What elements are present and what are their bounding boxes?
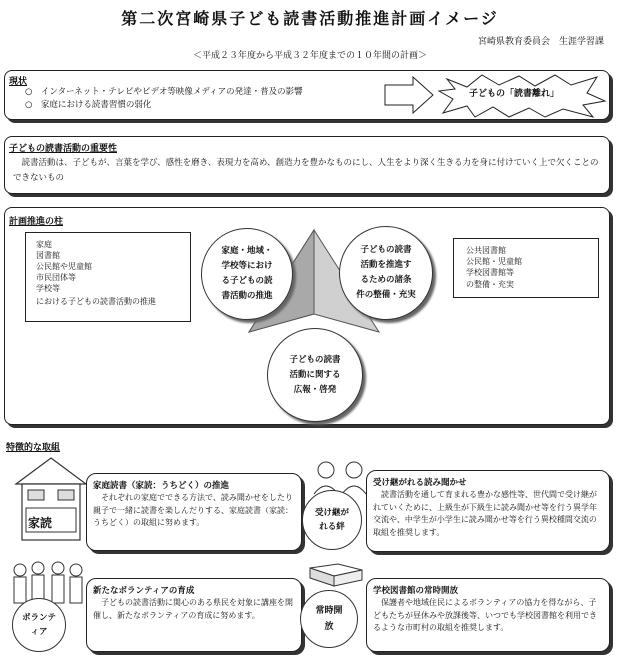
importance-box — [4, 136, 610, 194]
circle-conditions — [339, 226, 433, 320]
importance-heading: 子どもの読書活動の重要性 — [9, 144, 118, 154]
list-item: 公民館・児童館 — [466, 257, 522, 266]
list-item: 学校図書館等 — [466, 268, 514, 277]
features-heading: 特徴的な取組 — [6, 443, 61, 453]
circle-line: 子どもの読書 — [289, 354, 341, 365]
badge-volunteer: ボランティア — [21, 613, 56, 637]
list-item: 図書館 — [36, 251, 60, 260]
feature-title: 新たなボランティアの育成 — [93, 586, 195, 596]
badge-open-circle — [300, 590, 358, 648]
left-list-box — [25, 232, 191, 322]
current-item: ○ 家庭における読書習慣の弱化 — [25, 100, 152, 110]
feature-card — [366, 578, 610, 652]
organization: 宮崎県教育委員会 生涯学習課 — [477, 37, 604, 47]
circle-line: 家庭・地域・ — [221, 246, 273, 256]
circle-line: 活動を推進す — [360, 260, 412, 270]
current-item: ○ インターネット・テレビやビデオ等映像メディアの発達・普及の影響 — [25, 87, 303, 97]
plan-period: ＜平成２３年度から平成３２年度までの１０年間の計画＞ — [192, 51, 427, 61]
feature-card — [366, 470, 610, 552]
current-situation-box — [4, 70, 610, 120]
circle-line: 子どもの読書 — [360, 245, 412, 255]
list-item: 学校等 — [36, 284, 60, 293]
book-icon — [306, 562, 366, 590]
left-list-suffix: における子どもの読書活動の推進 — [36, 297, 156, 306]
feature-title: 家庭読書（家読：うちどく）の推進 — [93, 481, 230, 491]
list-item: 公共図書館 — [466, 246, 506, 255]
circle-line: 広報・啓発 — [293, 384, 337, 395]
family-icon — [308, 456, 374, 496]
circle-line: 件の整備・充実 — [356, 290, 416, 300]
list-item: 市民団体等 — [36, 273, 76, 282]
pillars-box — [4, 207, 610, 425]
badge-uchidoku: 家読 — [28, 516, 53, 530]
feature-body: それぞれの家庭でできる方法で、読み聞かせをしたり親子で一緒に読書を楽しんだりする、家庭読書（家読：うちどく）の取組に努めます。 — [93, 493, 293, 527]
feature-body: 保護者や地域住民によるボランティアの協力を得ながら、子どもたちが昼休みや放課後等、いつでも学校図書館を利用できるような市町村の取組を推奨します。 — [373, 598, 597, 632]
badge-bond-circle — [302, 490, 362, 550]
circle-line: る子どもの読 — [221, 276, 273, 286]
circle-family-community — [201, 228, 293, 320]
right-list-box — [453, 238, 599, 298]
feature-body: 読書活動を通して育まれる豊かな感性等、世代間で受け継がれていくために、上級生が下級生に読み聞かせ等を行う異学年交流や、中学生が小学生に読み聞かせ等を行う異校種間交流の取組を推奨します。 — [373, 490, 597, 537]
page-title: 第二次宮崎県子ども読書活動推進計画イメージ — [121, 9, 499, 28]
feature-card — [86, 578, 302, 652]
right-list-suffix: の整備・充実 — [466, 280, 514, 289]
circle-publicity — [267, 328, 363, 422]
importance-text: 読書活動は、子どもが、言葉を学び、感性を磨き、表現力を高め、創造力を豊かなものにし、人生をより深く生きる力を身に付けていく上で欠くことのできないもの — [13, 158, 599, 183]
feature-title: 学校図書館の常時開放 — [373, 586, 459, 596]
pillars-heading: 計画推進の柱 — [9, 217, 64, 227]
list-item: 家庭 — [36, 240, 52, 249]
circle-line: 活動に関する — [289, 369, 341, 380]
circle-line: 学校等におけ — [221, 261, 273, 271]
circle-line: るための諸条 — [360, 275, 412, 285]
badge-bond: 受け継がれる絆 — [314, 508, 349, 532]
arrow-right-icon — [383, 75, 435, 115]
feature-card — [86, 473, 302, 551]
reading-decline-label: 子どもの「読書離れ」 — [469, 89, 560, 99]
badge-open: 常時開放 — [315, 606, 343, 632]
circle-line: 書活動の推進 — [221, 291, 273, 301]
feature-title: 受け継がれる読み聞かせ — [373, 478, 467, 488]
feature-body: 子どもの読書活動に関心のある県民を対象に講座を開催し、新たなボランティアの育成に努めます。 — [93, 598, 293, 620]
list-item: 公民館や児童館 — [36, 262, 92, 271]
current-heading: 現状 — [9, 77, 28, 87]
badge-volunteer-circle — [12, 598, 66, 652]
